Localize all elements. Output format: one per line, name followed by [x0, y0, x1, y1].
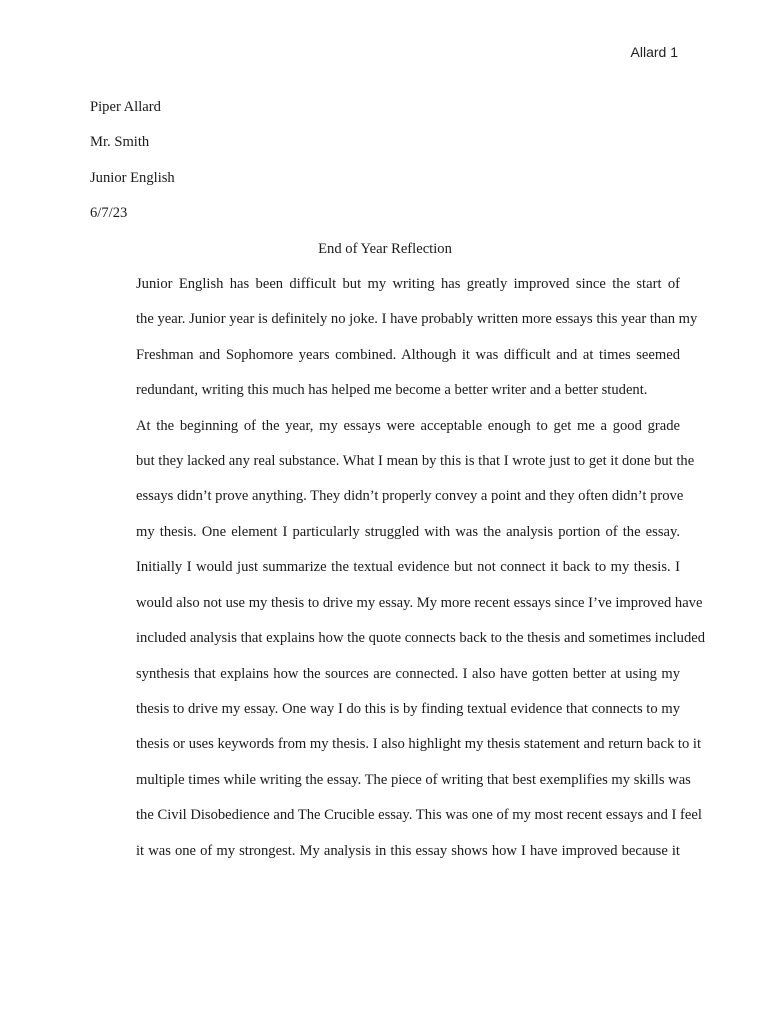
student-name: Piper Allard [90, 99, 161, 115]
paragraph-line: Junior English has been difficult but my writing has greatly improved since the start of [136, 276, 680, 293]
document-title: End of Year Reflection [318, 240, 452, 257]
paragraph-line: essays didn’t prove anything. They didn’t properly convey a point and they often didn’t prove [136, 488, 684, 505]
paragraph-1 [90, 267, 698, 409]
teacher-name: Mr. Smith [90, 134, 150, 151]
paragraph-line: multiple times while writing the essay. The piece of writing that best exemplifies my skills was [136, 771, 691, 788]
paragraph-line: the Civil Disobedience and The Crucible essay. This was one of my most recent essays and I feel [136, 807, 702, 824]
paragraph-line: redundant, writing this much has helped me become a better writer and a better student. [136, 382, 648, 399]
paragraph-line: thesis to drive my essay. One way I do this is by finding textual evidence that connects to my [136, 700, 680, 717]
paragraph-line: would also not use my thesis to drive my essay. My more recent essays since I’ve improved have [136, 594, 703, 611]
paragraph-line: the year. Junior year is definitely no joke. I have probably written more essays this year than my [136, 311, 698, 328]
page-header-label: Allard 1 [630, 44, 678, 60]
document-date: 6/7/23 [90, 205, 128, 222]
paragraph-line: it was one of my strongest. My analysis in this essay shows how I have improved because it [136, 842, 680, 859]
paragraph-line: synthesis that explains how the sources are connected. I also have gotten better at using my [136, 665, 680, 682]
document-body [90, 90, 706, 869]
paragraph-2 [90, 409, 706, 869]
course-name: Junior English [90, 169, 175, 186]
paragraph-line: thesis or uses keywords from my thesis. I also highlight my thesis statement and return back to it [136, 736, 702, 753]
paragraph-line: Initially I would just summarize the textual evidence but not connect it back to my thesis. I [136, 559, 680, 576]
paragraph-line: my thesis. One element I particularly struggled with was the analysis portion of the essay. [136, 523, 680, 540]
paragraph-line: included analysis that explains how the quote connects back to the thesis and sometimes included [136, 630, 706, 647]
paragraph-line: but they lacked any real substance. What I mean by this is that I wrote just to get it done but the [136, 453, 695, 470]
paragraph-line: Freshman and Sophomore years combined. Although it was difficult and at times seemed [136, 346, 680, 363]
paragraph-line: At the beginning of the year, my essays were acceptable enough to get me a good grade [136, 417, 680, 434]
